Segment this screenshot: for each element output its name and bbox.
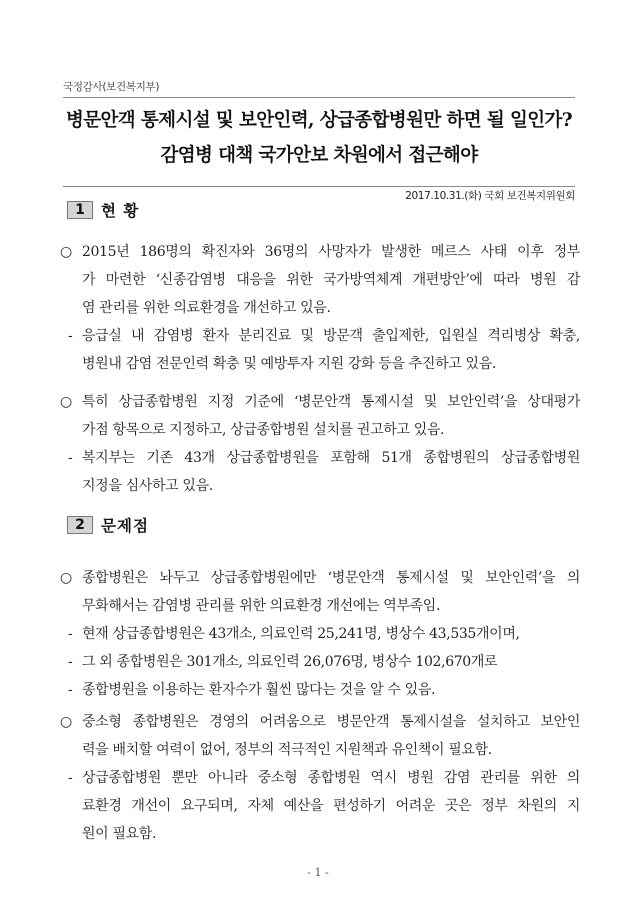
dash-bullet-icon: - [68, 682, 73, 698]
text-line: 종합병원을 이용하는 환자수가 훨씬 많다는 것을 알 수 있음. [82, 682, 436, 698]
page-number: - 1 - [307, 866, 329, 879]
text-line: 가 마련한 ‘신종감염병 대응을 위한 국가방역체계 개편방안’에 따라 병원 감 [82, 272, 580, 288]
circle-bullet-icon: ○ [60, 244, 72, 260]
section-heading-problems [67, 514, 149, 536]
text-line: 특히 상급종합병원 지정 기준에 ‘병문안객 통제시설 및 보안인력’을 상대평가 [82, 394, 580, 410]
dash-bullet-icon: - [68, 626, 73, 642]
dash-bullet-icon: - [68, 654, 73, 670]
document-title-line-2: 감염병 대책 국가안보 차원에서 접근해야 [160, 145, 478, 166]
title-divider [63, 186, 575, 187]
section-1-paragraph-4 [60, 444, 580, 500]
section-2-paragraph-1 [60, 564, 580, 620]
section-1-paragraph-3 [60, 388, 580, 444]
text-line: 무화해서는 감염병 관리를 위한 의료환경 개선에는 역부족임. [82, 598, 441, 614]
text-line: 력을 배치할 여력이 없어, 정부의 적극적인 지원책과 유인책이 필요함. [82, 742, 492, 758]
text-line: 료환경 개선이 요구되며, 자체 예산을 편성하기 어려운 곳은 정부 차원의 지 [82, 798, 580, 814]
text-line: 상급종합병원 뿐만 아니라 중소형 종합병원 역시 병원 감염 관리를 위한 의 [82, 770, 580, 786]
text-line: 2015년 186명의 확진자와 36명의 사망자가 발생한 메르스 사태 이후 정부 [82, 244, 580, 260]
section-title: 문제점 [101, 517, 149, 535]
text-line: 현재 상급종합병원은 43개소, 의료인력 25,241명, 병상수 43,535개이며, [82, 626, 520, 642]
document-category: 국정감사(보건복지부) [63, 81, 160, 93]
header-divider [63, 97, 575, 98]
text-line: 응급실 내 감염병 환자 분리진료 및 방문객 출입제한, 입원실 격리병상 확충, [82, 328, 580, 344]
text-line: 종합병원은 놔두고 상급종합병원에만 ‘병문안객 통제시설 및 보안인력’을 의 [82, 570, 580, 586]
text-line: 그 외 종합병원은 301개소, 의료인력 26,076명, 병상수 102,670개로 [82, 654, 498, 670]
text-line: 복지부는 기존 43개 상급종합병원을 포함해 51개 종합병원의 상급종합병원 [82, 450, 580, 466]
section-1-paragraph-1 [60, 238, 580, 322]
section-heading-status [67, 199, 139, 221]
text-line: 지정을 심사하고 있음. [82, 478, 213, 494]
section-2-paragraph-4 [60, 676, 580, 704]
dash-bullet-icon: - [68, 770, 73, 786]
text-line: 원이 필요함. [82, 826, 157, 842]
dash-bullet-icon: - [68, 328, 73, 344]
document-title-line-1: 병문안객 통제시설 및 보안인력, 상급종합병원만 하면 될 일인가? [65, 110, 572, 131]
circle-bullet-icon: ○ [60, 394, 72, 410]
text-line: 병원내 감염 전문인력 확충 및 예방투자 지원 강화 등을 추진하고 있음. [82, 356, 496, 372]
section-2-paragraph-3 [60, 648, 580, 676]
text-line: 염 관리를 위한 의료환경을 개선하고 있음. [82, 300, 331, 316]
section-title: 현 황 [101, 202, 140, 220]
section-2-paragraph-6 [60, 764, 580, 848]
section-2-paragraph-2 [60, 620, 580, 648]
text-line: 가점 항목으로 지정하고, 상급종합병원 설치를 권고하고 있음. [82, 422, 445, 438]
section-number-box: 1 [67, 201, 93, 219]
section-1-paragraph-2 [60, 322, 580, 378]
section-number-box: 2 [67, 516, 93, 534]
text-line: 중소형 종합병원은 경영의 어려움으로 병문안객 통제시설을 설치하고 보안인 [82, 714, 580, 730]
date-committee: 2017.10.31.(화) 국회 보건복지위원회 [405, 190, 575, 202]
dash-bullet-icon: - [68, 450, 73, 466]
circle-bullet-icon: ○ [60, 714, 72, 730]
circle-bullet-icon: ○ [60, 570, 72, 586]
section-2-paragraph-5 [60, 708, 580, 764]
